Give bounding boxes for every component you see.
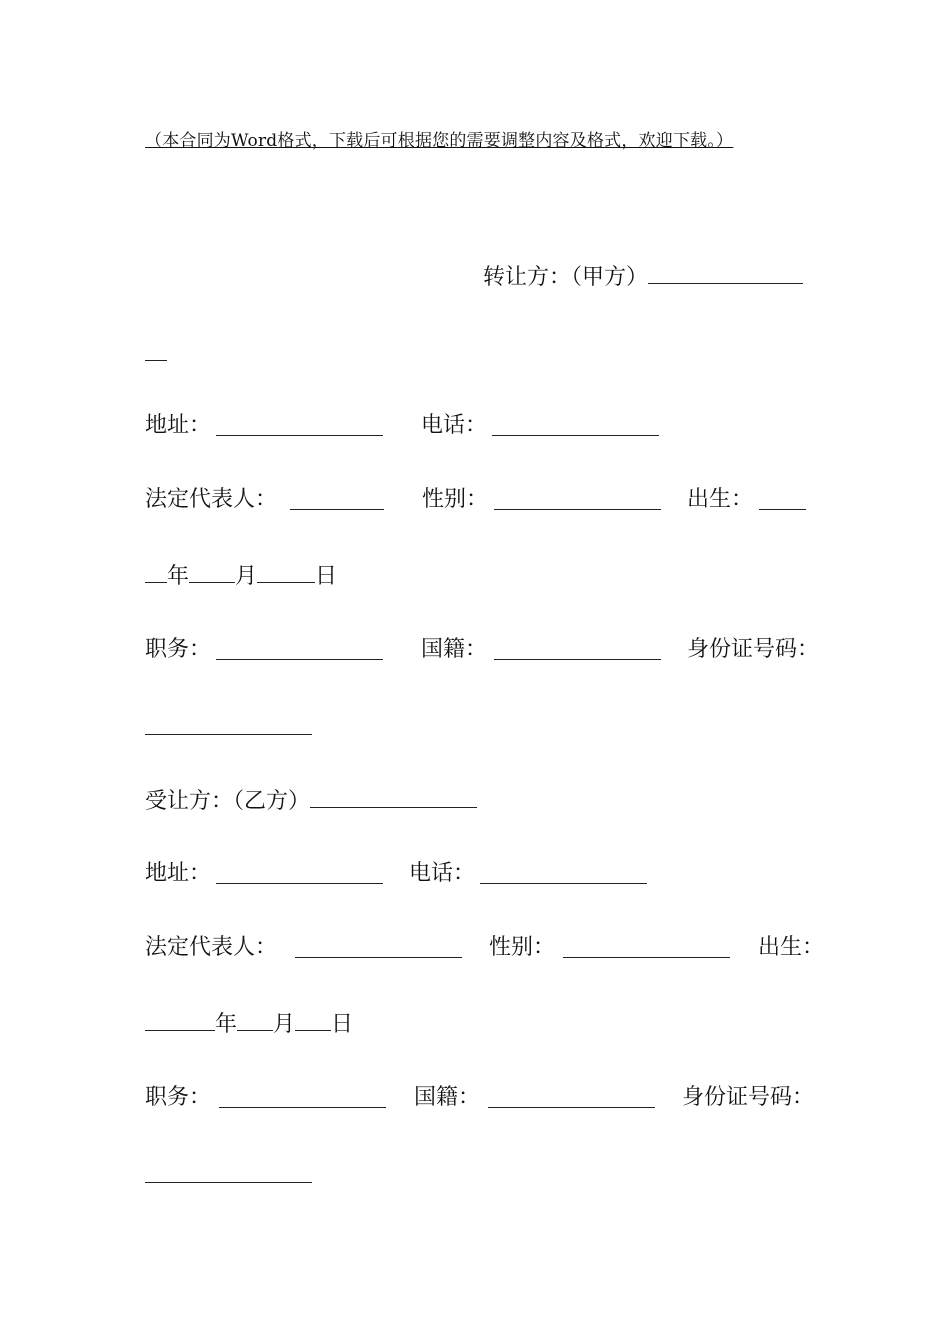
party-b-birth-label: 出生： — [758, 935, 825, 960]
party-b-year-label: 年 — [215, 1012, 238, 1037]
party-a-phone-blank[interactable] — [492, 413, 659, 436]
party-a-address-label: 地址： — [145, 413, 212, 438]
party-a-phone-label: 电话： — [421, 413, 488, 438]
party-b-month-blank[interactable] — [237, 1008, 273, 1031]
party-a-rep-label: 法定代表人： — [145, 487, 278, 512]
party-b-rep-label: 法定代表人： — [145, 935, 278, 960]
party-b-year-blank[interactable] — [145, 1008, 215, 1031]
party-b-id-blank[interactable] — [145, 1160, 312, 1183]
party-a-id-blank[interactable] — [145, 712, 312, 735]
party-a-position-label: 职务： — [145, 637, 212, 662]
party-a-name-blank-cont[interactable] — [145, 338, 167, 361]
party-a-gender-label: 性别： — [422, 487, 489, 512]
party-b-nationality-blank[interactable] — [488, 1085, 655, 1108]
party-b-day-label: 日 — [331, 1012, 354, 1037]
party-a-birthdate-line — [145, 560, 337, 592]
party-b-title-line — [145, 785, 477, 817]
party-b-gender-blank[interactable] — [563, 935, 730, 958]
party-a-rep-blank[interactable] — [290, 487, 384, 510]
party-b-phone-blank[interactable] — [480, 861, 647, 884]
party-a-nationality-blank[interactable] — [494, 637, 661, 660]
party-a-day-label: 日 — [315, 564, 338, 589]
party-a-title: 转让方：（甲方） — [483, 265, 649, 290]
party-b-birthdate-line — [145, 1008, 353, 1040]
party-b-position-blank[interactable] — [219, 1085, 386, 1108]
party-b-nationality-label: 国籍： — [414, 1085, 481, 1110]
party-a-birth-blank[interactable] — [759, 487, 806, 510]
party-a-year-label: 年 — [167, 564, 190, 589]
party-a-birth-label: 出生： — [687, 487, 754, 512]
party-a-month-blank[interactable] — [189, 560, 235, 583]
party-b-id-label: 身份证号码： — [682, 1085, 815, 1110]
party-a-nationality-label: 国籍： — [421, 637, 488, 662]
party-b-month-label: 月 — [273, 1012, 296, 1037]
party-b-gender-label: 性别： — [489, 935, 556, 960]
party-b-address-label: 地址： — [145, 861, 212, 886]
party-b-day-blank[interactable] — [295, 1008, 331, 1031]
party-a-name-blank[interactable] — [648, 261, 803, 284]
party-a-title-line — [483, 261, 803, 293]
party-a-id-label: 身份证号码： — [687, 637, 820, 662]
party-a-day-blank[interactable] — [257, 560, 315, 583]
party-b-title: 受让方：（乙方） — [145, 789, 311, 814]
download-note: （本合同为Word格式，下载后可根据您的需要调整内容及格式，欢迎下载。） — [145, 131, 734, 151]
party-a-position-blank[interactable] — [216, 637, 383, 660]
party-b-name-blank[interactable] — [310, 785, 477, 808]
party-a-address-blank[interactable] — [216, 413, 383, 436]
party-a-gender-blank[interactable] — [494, 487, 661, 510]
party-b-address-blank[interactable] — [216, 861, 383, 884]
party-b-rep-blank[interactable] — [295, 935, 462, 958]
party-b-position-label: 职务： — [145, 1085, 212, 1110]
party-b-phone-label: 电话： — [409, 861, 476, 886]
party-a-month-label: 月 — [235, 564, 258, 589]
party-a-year-blank[interactable] — [145, 560, 167, 583]
